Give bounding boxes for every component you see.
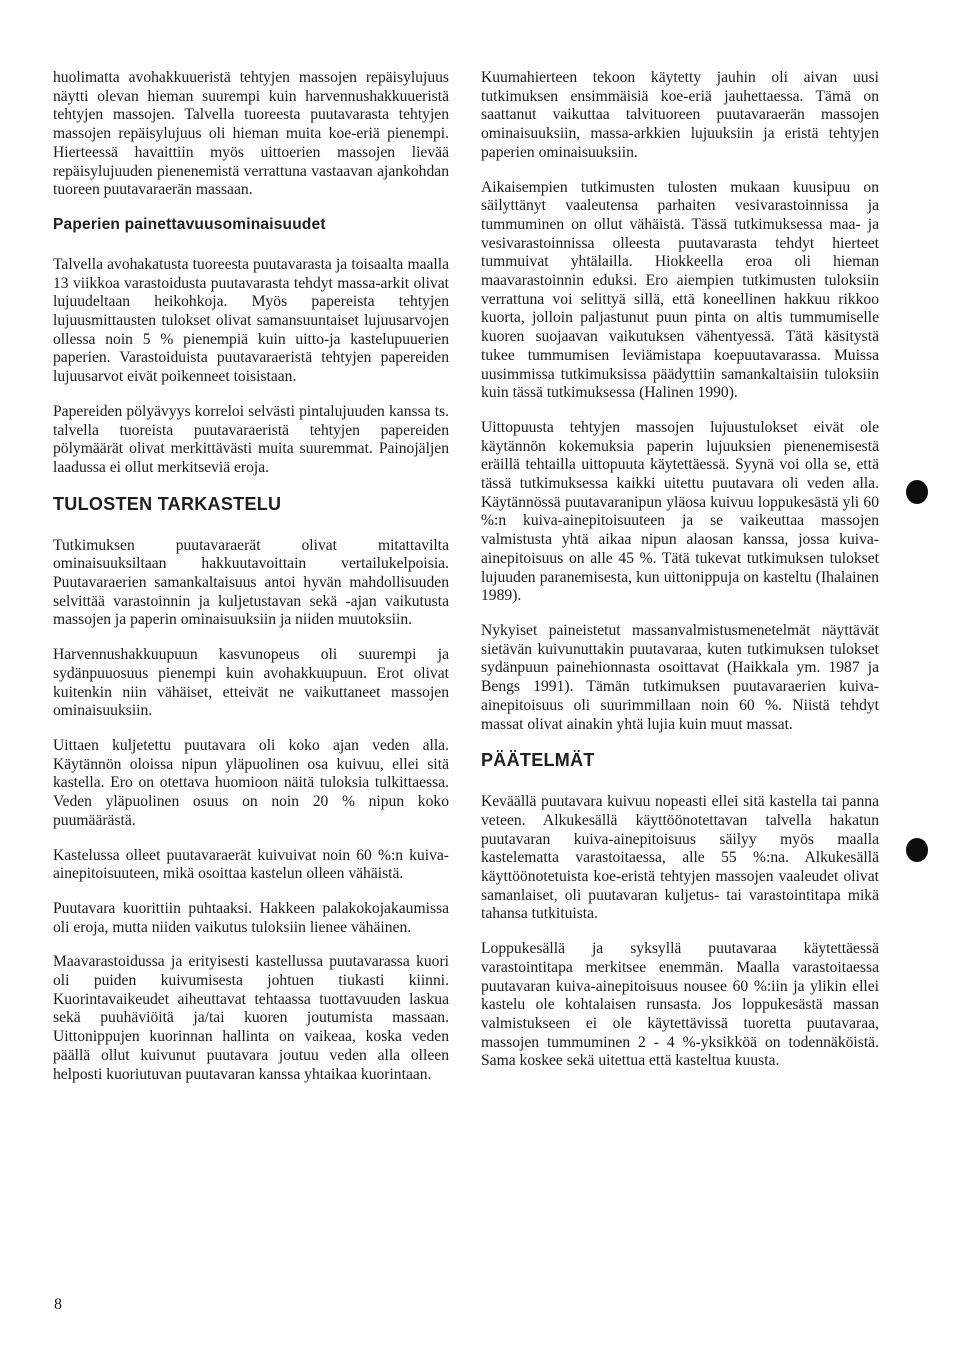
body-paragraph: Loppukesällä ja syksyllä puutavaraa käytettäessä varastointitapa merkitsee enemmän. Maalla varastoitaessa puutavaran kuiva-ainepitoisuus nousee 60 %:iin ja ylikin ellei kastelu ole kohtalaisen runsasta. Jos loppukesästä massan valmistukseen ei ole käytettävissä tuoretta puutavaraa, massojen tummuminen 2 - 4 %-yksikköä on todennäköistä. Sama koskee sekä uitettua että kasteltua kuusta. bbox=[481, 940, 879, 1070]
body-paragraph: Nykyiset paineistetut massanvalmistusmenetelmät näyttävät sietävän kuivunuttakin puutavaraa, kuten tutkimuksen tulokset sydänpuun painehionnasta osoittavat (Haikkala ym. 1987 ja Bengs 1991). Tämän tutkimuksen puutavaraerien kuiva-ainepitoisuus oli suurimmillaan noin 60 %. Niistä tehdyt massat olivat ainakin yhtä lujia kuin muut massat. bbox=[481, 621, 879, 733]
body-paragraph: Harvennushakkuupuun kasvunopeus oli suurempi ja sydänpuuosuus pienempi kuin avohakkuupuun. Erot olivat kuitenkin niin vähäiset, etteivät ne vaikuttaneet massojen ominaisuuksiin. bbox=[53, 646, 449, 720]
body-paragraph: Uittaen kuljetettu puutavara oli koko ajan veden alla. Käytännön oloissa nipun yläpuolinen osa kuivuu, ellei sitä kastella. Ero on otettava huomioon näitä tuloksia tulkittaessa. Veden yläpuolinen osuus on noin 20 % nipun koko puumäärästä. bbox=[53, 736, 449, 829]
body-paragraph: Tutkimuksen puutavaraerät olivat mitattavilta ominaisuuksiltaan hakkuutavoittain vertailukelpoisia. Puutavaraerien samankaltaisuus antoi hyvän mahdollisuuden selvittää varastoinnin ja kuljetustavan sekä -ajan vaikutusta massojen ja paperin ominaisuuksiin ja niiden muutoksiin. bbox=[53, 536, 449, 629]
body-paragraph: Maavarastoidussa ja erityisesti kastellussa puutavarassa kuori oli puiden kuivumisesta johtuen tiukasti kiinni. Kuorintavaikeudet aiheuttavat tehtaassa tuottavuuden laskua sekä puuhäviöitä ja/tai kuoren joutumista massaan. Uittonippujen kuorinnan hallinta on vaikeaa, koska veden päällä ollut kuivunut puutavara joutuu veden alla olleen helposti kuoriutuvan puutavaran kanssa yhtaikaa kuorintaan. bbox=[53, 953, 449, 1083]
section-heading-discussion: TULOSTEN TARKASTELU bbox=[53, 493, 282, 514]
binder-hole-mark bbox=[906, 480, 928, 504]
body-paragraph: Puutavara kuorittiin puhtaaksi. Hakkeen palakokojakaumissa oli eroja, mutta niiden vaikutus tuloksiin lienee vähäinen. bbox=[53, 899, 449, 936]
section-heading-conclusions: PÄÄTELMÄT bbox=[481, 750, 595, 771]
section-heading-printability: Paperien painettavuusominaisuudet bbox=[53, 215, 326, 233]
right-column bbox=[481, 69, 879, 1087]
left-column bbox=[53, 69, 449, 1100]
body-paragraph: Papereiden pölyävyys korreloi selvästi pintalujuuden kanssa ts. talvella tuoreista puutavaraeristä tehtyjen papereiden pölymäärät olivat merkittävästi muita suuremmat. Painojäljen laadussa ei ollut merkitseviä eroja. bbox=[53, 402, 449, 476]
binder-hole-mark bbox=[906, 838, 928, 862]
body-paragraph: Kastelussa olleet puutavaraerät kuivuivat noin 60 %:n kuiva-ainepitoisuuteen, mikä osoittaa kastelun olleen vähäistä. bbox=[53, 846, 449, 883]
body-paragraph: Aikaisempien tutkimusten tulosten mukaan kuusipuu on säilyttänyt vaaleutensa parhaiten vesivarastoinnissa ja tummuminen on ollut vähäistä. Tässä tutkimuksessa maa- ja vesivarastoinnissa olleesta puutavarasta tehdyt hierteet tummuivat yhtälailla. Hiokkeella eroa oli hieman maavarastoinnin eduksi. Ero aiempien tutkimusten tuloksiin verrattuna voi selittyä sillä, että koneellinen hakkuu rikkoo kuorta, jolloin paljastunut puun pinta on altis tummumiselle kuoren suojaavan vaikutuksen vähentyessä. Tätä käsitystä tukee tummumisen leviämistapa koepuutavarassa. Muissa uusimmissa tutkimuksissa päädyttiin samankaltaisiin tuloksiin kuin tässä tutkimuksessa (Halinen 1990). bbox=[481, 178, 879, 402]
body-paragraph: Keväällä puutavara kuivuu nopeasti ellei sitä kastella tai panna veteen. Alkukesällä käyttöönotettavan talvella hakatun puutavaran kuiva-ainepitoisuus säilyy myös maalla kastelematta varastoitaessa, alle 55 %:na. Alkukesällä käyttöönotetuista koe-eristä tehtyjen massojen vaaleudet olivat samanlaiset, oli puutavaran kuljetus- tai varastointitapa mikä tahansa tutkituista. bbox=[481, 793, 879, 923]
body-paragraph: huolimatta avohakkuueristä tehtyjen massojen repäisylujuus näytti olevan hieman suurempi kuin harvennushakkuueristä tehtyjen massojen. Talvella tuoreesta puutavarasta tehtyjen massojen repäisylujuus oli hieman muita koe-eriä pienempi. Hierteessä havaittiin myös uittoerien massojen lievää repäisylujuuden pienenemistä verrattuna vastaavan ajankohdan tuoreen puutavaraerän massaan. bbox=[53, 69, 449, 199]
body-paragraph: Uittopuusta tehtyjen massojen lujuustulokset eivät ole käytännön kokemuksia paperin lujuuksien pienenemisestä eräillä tehtailla uittopuuta käytettäessä. Syynä voi olla se, että tässä tutkimuksessa kaikki uitettu puutavara oli veden alla. Käytännössä puutavaranipun yläosa kuivuu loppukesästä yli 60 %:n kuiva-ainepitoisuuteen ja se vaikeuttaa massojen valmistusta yhtä aikaa nipun alaosan kanssa, jossa kuiva-ainepitoisuus on alle 45 %. Tätä tukevat tutkimuksen tulokset lujuuden paranemisesta, kun uittonippuja on kasteltu (Ihalainen 1989). bbox=[481, 418, 879, 605]
body-paragraph: Talvella avohakatusta tuoreesta puutavarasta ja toisaalta maalla 13 viikkoa varastoidusta puutavarasta tehdyt massa-arkit olivat lujuudeltaan heikohkoja. Myös papereista tehtyjen lujuusmittausten tulokset olivat samansuuntaiset lujuusarvojen ollessa noin 5 % pienempiä kuin uitto-ja kastelupuuerien paperien. Varastoiduista puutavaraeristä tehtyjen papereiden lujuusarvot eivät poikenneet toisistaan. bbox=[53, 255, 449, 386]
page-number: 8 bbox=[54, 1296, 62, 1313]
body-paragraph: Kuumahierteen tekoon käytetty jauhin oli aivan uusi tutkimuksen ensimmäisiä koe-eriä jauhettaessa. Tämä on saattanut vaikuttaa talvituoreen puutavaraerän massojen ominaisuuksiin, massa-arkkien lujuuksiin ja eristä tehtyjen paperien ominaisuuksiin. bbox=[481, 69, 879, 161]
